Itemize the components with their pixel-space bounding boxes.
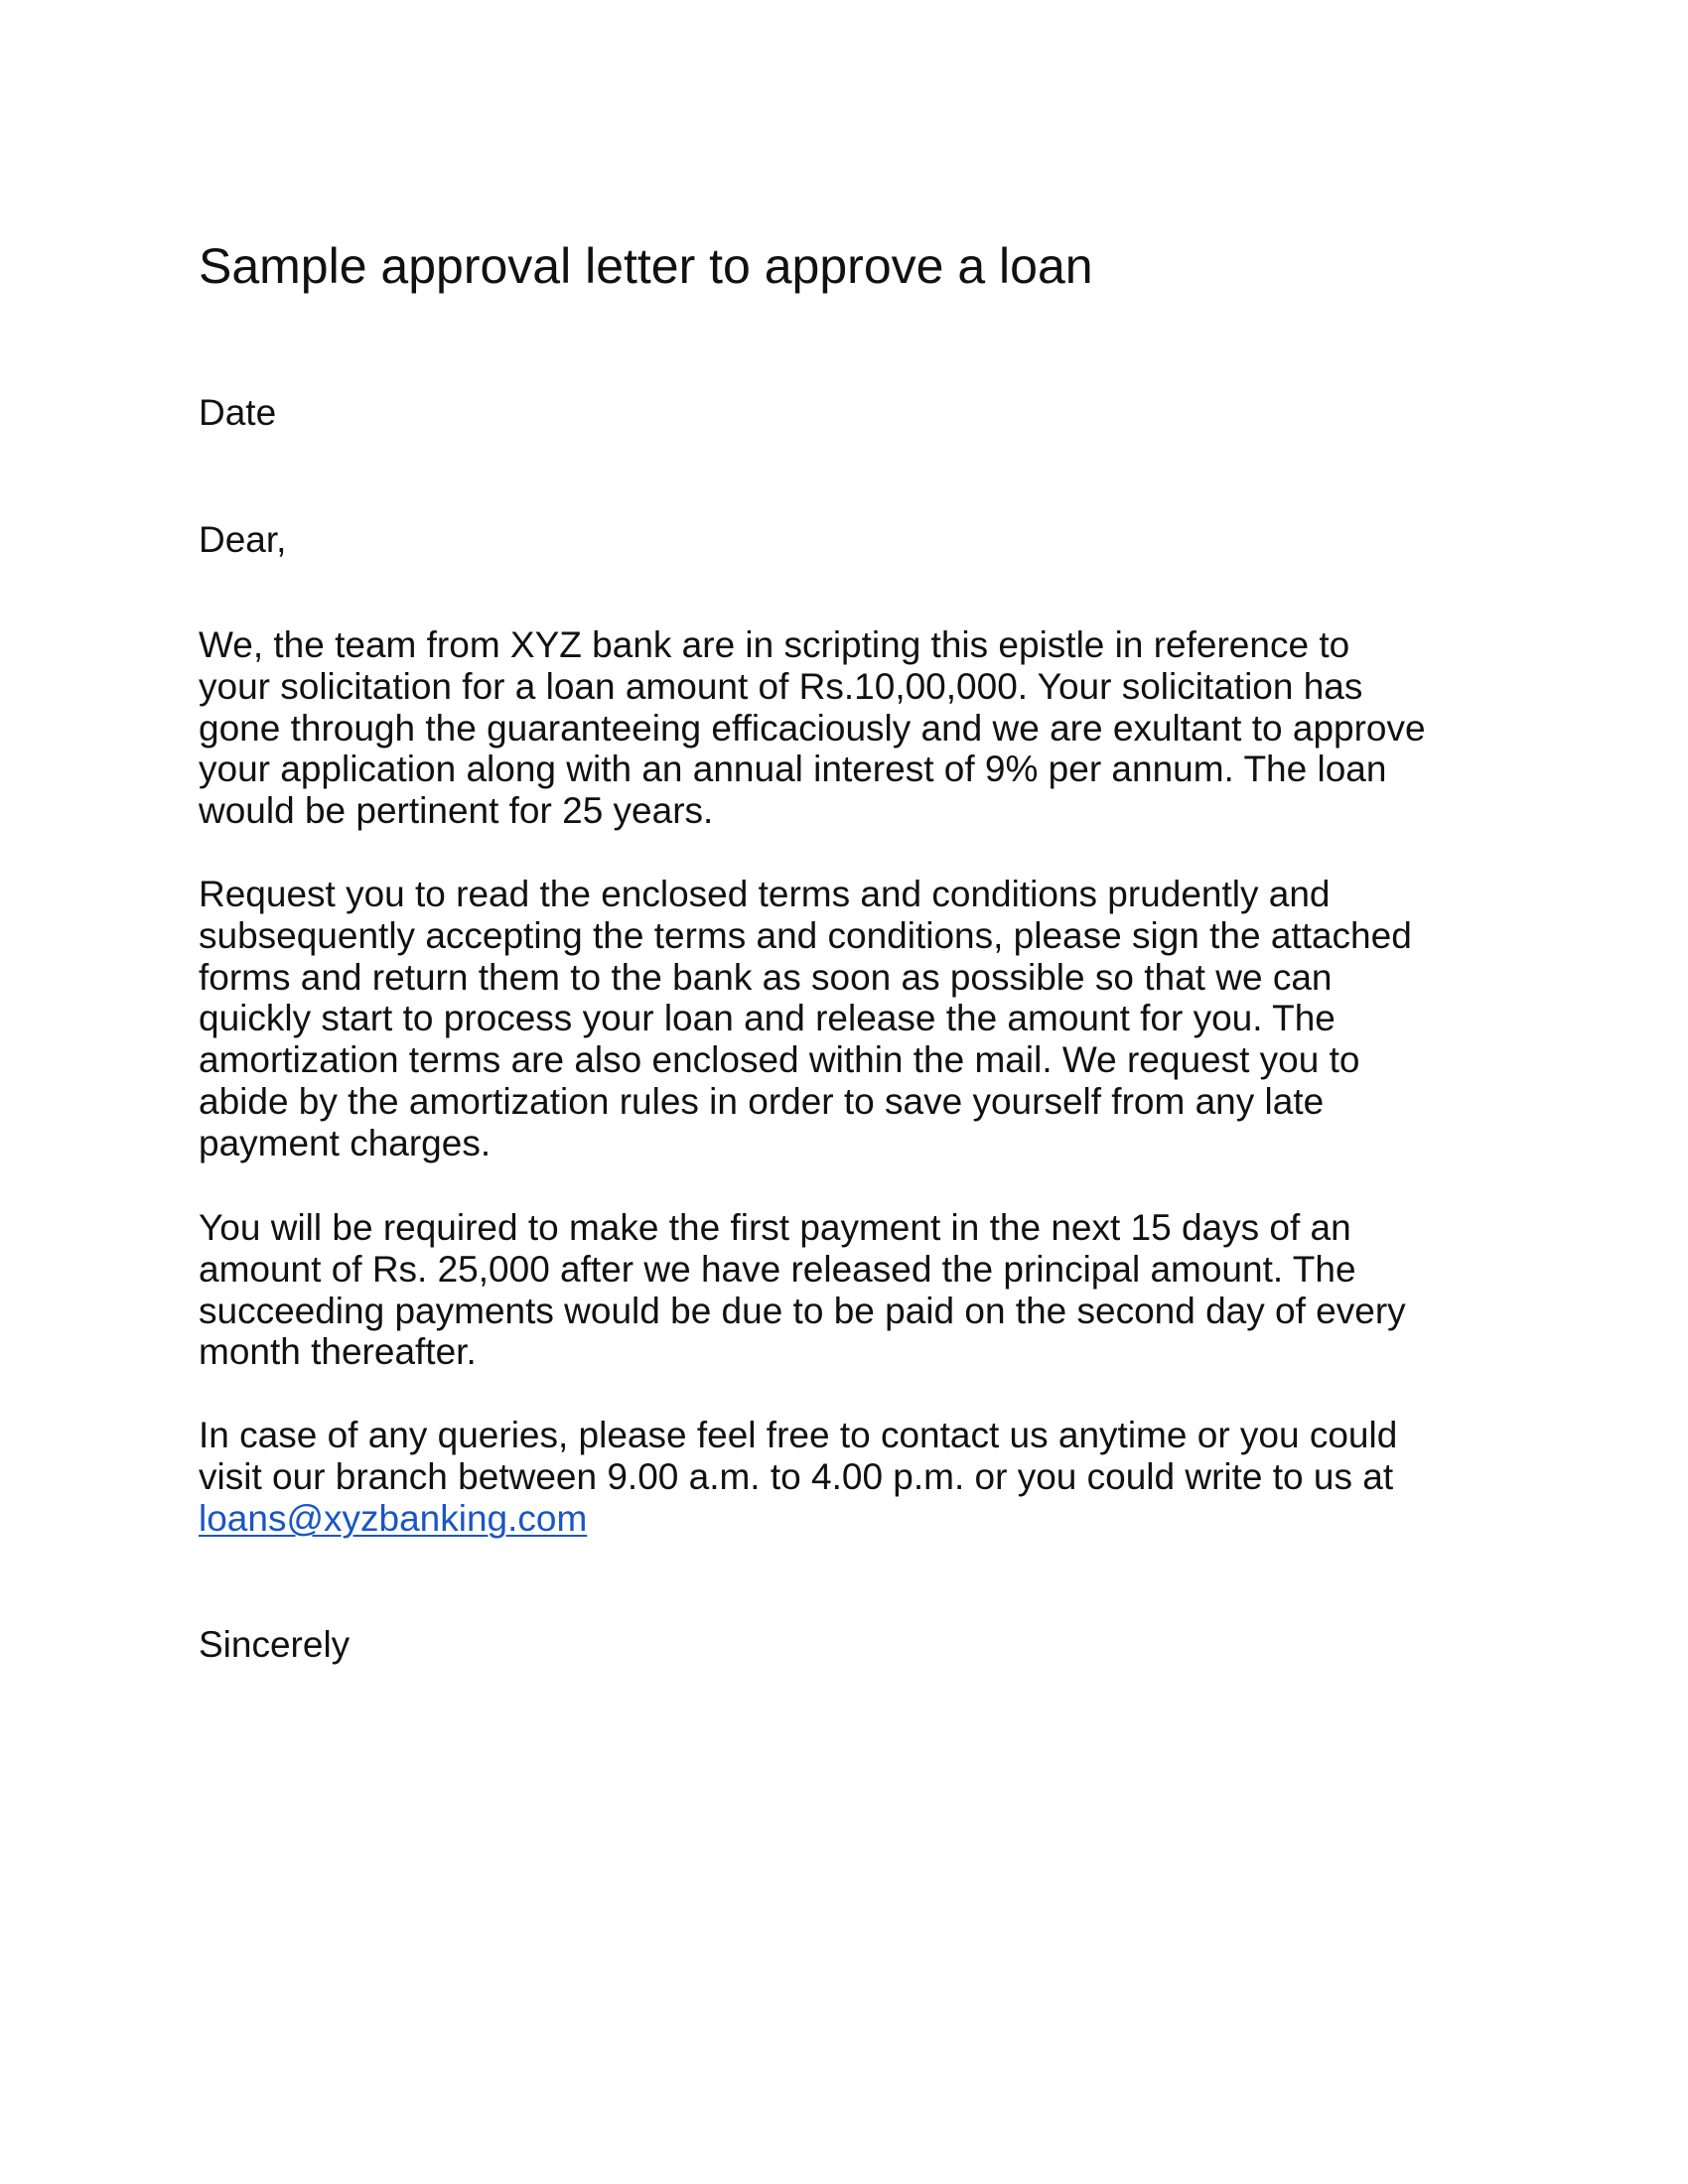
paragraph-line: gone through the guaranteeing efficaciously and we are exultant to approve [199, 707, 1426, 749]
paragraph-line: You will be required to make the first payment in the next 15 days of an [199, 1207, 1351, 1248]
closing: Sincerely [199, 1624, 351, 1665]
paragraph-line: your application along with an annual interest of 9% per annum. The loan [199, 749, 1387, 790]
paragraph-payments [199, 1207, 1406, 1373]
salutation: Dear, [199, 519, 287, 560]
paragraph-line: amortization terms are also enclosed within the mail. We request you to [199, 1039, 1360, 1081]
email-line [199, 1498, 1397, 1540]
paragraph-line: Request you to read the enclosed terms and conditions prudently and [199, 874, 1331, 914]
email-link[interactable]: loans@xyzbanking.com [199, 1497, 588, 1539]
paragraph-line: payment charges. [199, 1122, 492, 1163]
paragraph-line: quickly start to process your loan and release the amount for you. The [199, 998, 1336, 1039]
paragraph-line: forms and return them to the bank as soon as possible so that we can [199, 956, 1333, 998]
paragraph-line: We, the team from XYZ bank are in scripting this epistle in reference to [199, 624, 1350, 665]
paragraph-line: would be pertinent for 25 years. [199, 790, 714, 832]
paragraph-line: abide by the amortization rules in order to save yourself from any late [199, 1080, 1325, 1122]
paragraph-line: In case of any queries, please feel free to contact us anytime or you could [199, 1415, 1398, 1455]
paragraph-line: amount of Rs. 25,000 after we have released the principal amount. The [199, 1248, 1356, 1290]
paragraph-line: subsequently accepting the terms and conditions, please sign the attached [199, 914, 1412, 956]
letter-title: Sample approval letter to approve a loan [199, 238, 1093, 294]
date-label: Date [199, 392, 277, 433]
paragraph-line: month thereafter. [199, 1331, 477, 1373]
paragraph-contact [199, 1415, 1397, 1539]
paragraph-line: your solicitation for a loan amount of Rs.10,00,000. Your solicitation has [199, 665, 1363, 707]
paragraph-line: succeeding payments would be due to be paid on the second day of every [199, 1290, 1406, 1331]
paragraph-terms [199, 874, 1412, 1164]
paragraph-line: visit our branch between 9.00 a.m. to 4.00 p.m. or you could write to us at [199, 1455, 1394, 1497]
paragraph-loan-approval [199, 624, 1426, 832]
